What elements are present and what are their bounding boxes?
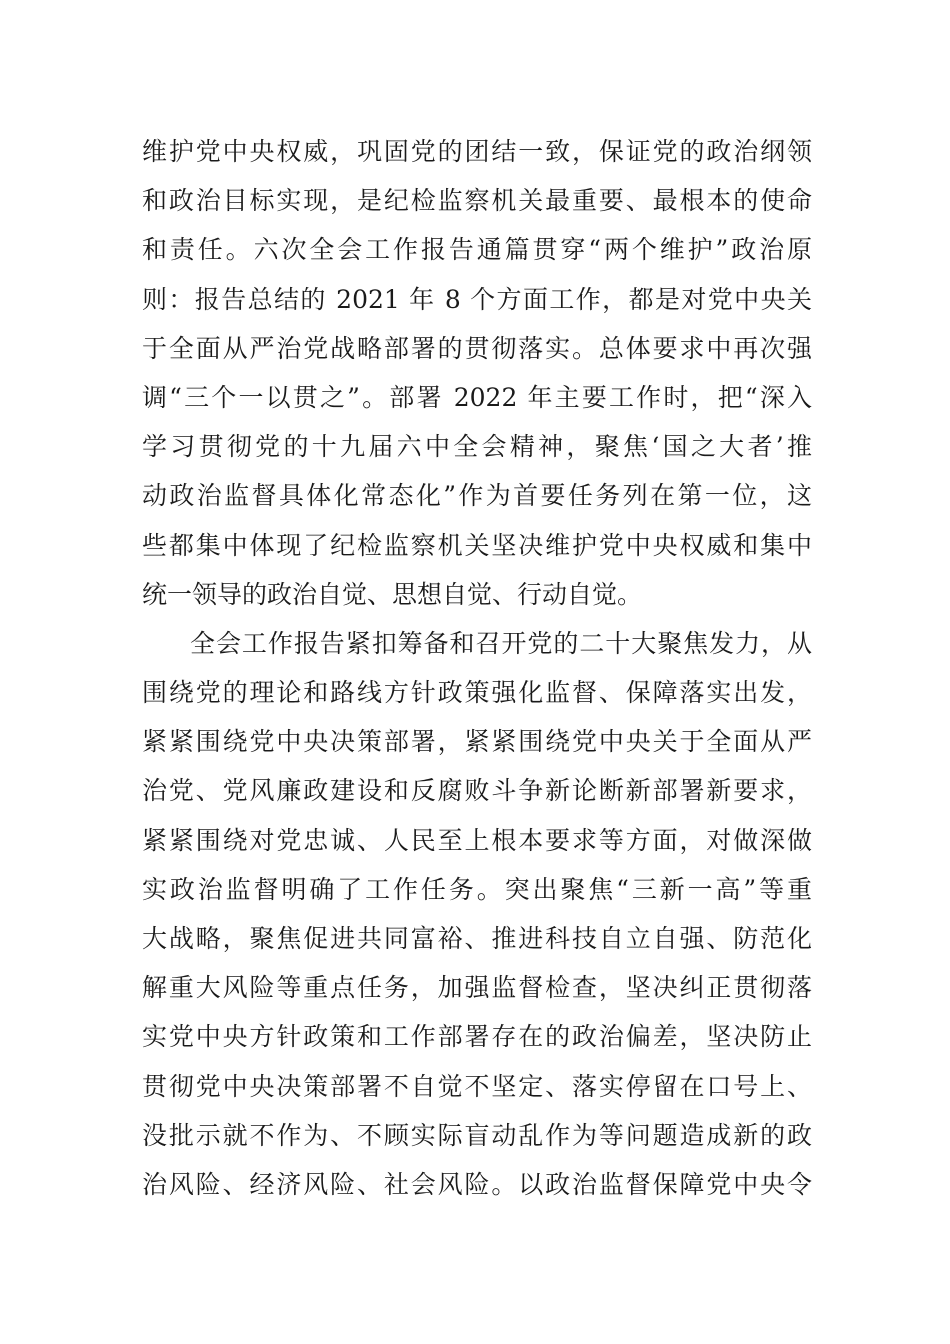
paragraph-2-line: 全会工作报告紧扣筹备和召开党的二十大聚焦发力，从 (190, 628, 812, 658)
paragraph-2-line: 实政治监督明确了工作任务。突出聚焦“三新一高”等重 (142, 874, 812, 904)
paragraph-1-line: 调“三个一以贯之”。部署 2022 年主要工作时，把“深入 (142, 382, 812, 412)
paragraph-1-line: 和政治目标实现，是纪检监察机关最重要、最根本的使命 (142, 186, 812, 216)
paragraph-1-line: 则：报告总结的 2021 年 8 个方面工作，都是对党中央关 (142, 284, 812, 314)
paragraph-2-line: 实党中央方针政策和工作部署存在的政治偏差，坚决防止 (142, 1022, 812, 1052)
paragraph-1-line: 些都集中体现了纪检监察机关坚决维护党中央权威和集中 (142, 530, 812, 560)
paragraph-2-line: 治风险、经济风险、社会风险。以政治监督保障党中央令 (142, 1169, 812, 1199)
document-body (142, 127, 812, 1209)
paragraph-2-line: 没批示就不作为、不顾实际盲动乱作为等问题造成新的政 (142, 1120, 812, 1150)
paragraph-1-line: 学习贯彻党的十九届六中全会精神，聚焦‘国之大者’推 (142, 432, 812, 462)
paragraph-2-line: 大战略，聚焦促进共同富裕、推进科技自立自强、防范化 (142, 924, 812, 953)
paragraph-1-line: 动政治监督具体化常态化”作为首要任务列在第一位，这 (142, 481, 812, 511)
paragraph-2-line: 贯彻党中央决策部署不自觉不坚定、落实停留在口号上、 (142, 1071, 812, 1101)
paragraph-1-line: 统一领导的政治自觉、思想自觉、行动自觉。 (142, 579, 643, 609)
paragraph-2-line: 紧紧围绕党中央决策部署，紧紧围绕党中央关于全面从严 (142, 727, 812, 757)
paragraph-2-line: 解重大风险等重点任务，加强监督检查，坚决纠正贯彻落 (142, 973, 812, 1003)
paragraph-1-line: 和责任。六次全会工作报告通篇贯穿“两个维护”政治原 (142, 235, 812, 265)
paragraph-2-line: 治党、党风廉政建设和反腐败斗争新论断新部署新要求， (142, 776, 812, 806)
paragraph-2-line: 围绕党的理论和路线方针政策强化监督、保障落实出发， (142, 678, 812, 708)
paragraph-1-line: 维护党中央权威，巩固党的团结一致，保证党的政治纲领 (142, 137, 812, 166)
paragraph-1-line: 于全面从严治党战略部署的贯彻落实。总体要求中再次强 (142, 333, 812, 363)
paragraph-2-line: 紧紧围绕对党忠诚、人民至上根本要求等方面，对做深做 (142, 825, 812, 855)
